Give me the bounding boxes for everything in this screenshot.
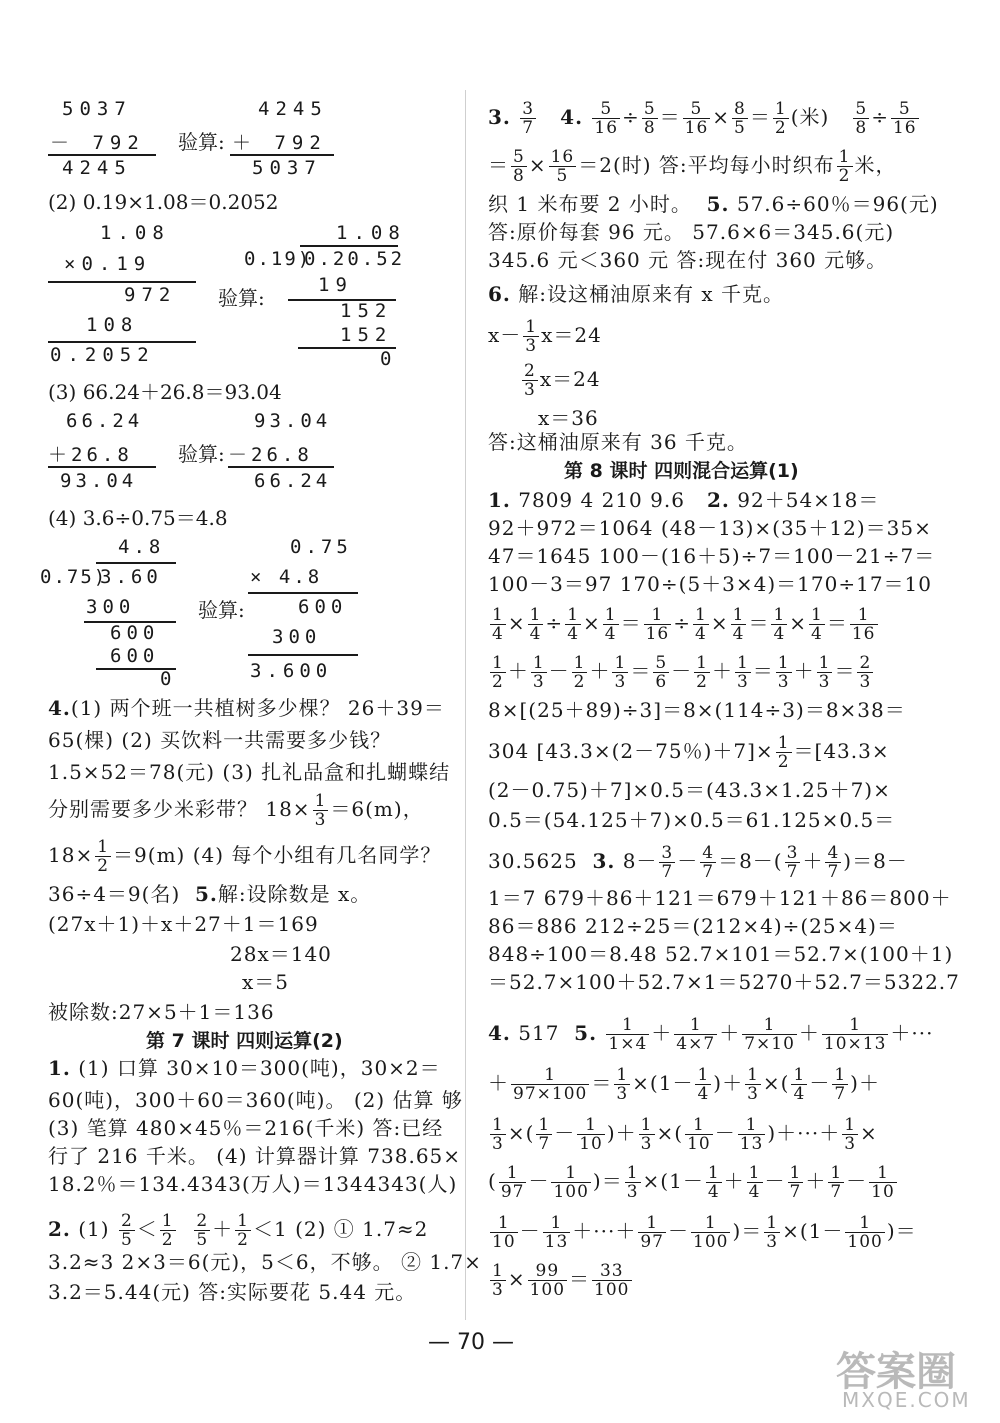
- fraction: $\frac{5}{8}$: [643, 99, 656, 138]
- fraction: $\frac{1}{3}$: [766, 1213, 779, 1252]
- q-number: 1.: [488, 488, 511, 512]
- fraction: $\frac{1}{3}$: [747, 1065, 759, 1104]
- text-line: 1. 7809 4 210 9.6 2. 92＋54×18＝: [488, 488, 880, 512]
- text-line: 18.2％＝134.4343(万人)＝1344343(人): [48, 1172, 458, 1196]
- fraction: $\frac{5}{8}$: [855, 99, 868, 138]
- page-number: — 70 —: [428, 1330, 514, 1355]
- fraction: $\frac{1}{16}$: [851, 605, 876, 644]
- text-line: (3) 笔算 480×45％＝216(千米) 答:已经: [48, 1116, 444, 1140]
- fraction: $\frac{2}{3}$: [524, 361, 536, 400]
- fraction: $\frac{1}{7}$: [538, 1115, 551, 1154]
- fraction: $\frac{1}{2}$: [838, 147, 851, 186]
- q-number: 4.: [560, 105, 584, 129]
- math-line: ( $\frac{1}{97}$ － $\frac{1}{100}$ )＝ $\frac{1}{3}$ ×(1－ $\frac{1}{4}$ ＋ $\frac{1}{4}$ － $\frac{1}{7}$ ＋ $\frac{1}{7}$ － $\frac{1}{10}$: [488, 1163, 895, 1202]
- fraction: $\frac{1}{10\times 13}$: [823, 1015, 887, 1054]
- calc-rule: [248, 654, 358, 656]
- text-line: 8×[(25＋89)÷3]＝8×(114÷3)＝8×38＝: [488, 698, 906, 722]
- vert-number: 0.75: [290, 536, 352, 558]
- fraction: $\frac{1}{10}$: [871, 1163, 895, 1202]
- fraction: $\frac{1}{100}$: [847, 1213, 883, 1252]
- q-number: 4.: [488, 1021, 511, 1045]
- math-line: $\frac{1}{10}$ － $\frac{1}{13}$ ＋···＋ $\frac{1}{97}$ － $\frac{1}{100}$ )＝ $\frac{1}{3}$ ×(1－ $\frac{1}{100}$ )＝: [492, 1213, 917, 1252]
- text-line: 848÷100＝8.48 52.7×101＝52.7×(100＋1): [488, 942, 954, 966]
- vert-number: 4.8: [118, 536, 165, 558]
- vert-number: 1.08: [100, 222, 170, 244]
- watermark-url: MXQE.COM: [842, 1388, 971, 1412]
- vert-number: －26.8: [228, 444, 313, 466]
- vert-number: 600: [110, 645, 160, 667]
- fraction: $\frac{1}{3}$: [532, 653, 545, 692]
- vert-number: × 4.8: [250, 566, 323, 588]
- vert-number: 93.04: [60, 470, 138, 492]
- vert-number: 5037: [252, 157, 322, 179]
- lesson-heading: 第 7 课时 四则运算(2): [146, 1030, 343, 1052]
- fraction: $\frac{1}{4}$: [695, 605, 707, 644]
- text-line: (2－0.75)＋7]×0.5＝(43.3×1.25＋7)×: [488, 778, 891, 802]
- fraction: $\frac{5}{8}$: [513, 147, 525, 186]
- calc-rule: [230, 154, 334, 156]
- division-bar: [300, 245, 398, 247]
- vert-number: 600: [110, 622, 160, 644]
- vert-number: 0: [160, 668, 178, 690]
- fraction: $\frac{1}{2}$: [492, 653, 504, 692]
- fraction: $\frac{1}{4}$: [748, 1163, 761, 1202]
- text-line: 3.2≈3 2×3＝6(元)，5＜6，不够。 ② 1.7×: [48, 1250, 482, 1274]
- vert-number: 972: [124, 284, 177, 306]
- text-line: 1. (1) 口算 30×10＝300(吨)，30×2＝: [48, 1056, 441, 1080]
- text-line: 100－3＝97 170÷(5＋3×4)＝170÷17＝10: [488, 572, 933, 596]
- vert-number: 600: [298, 596, 348, 618]
- fraction: $\frac{1}{4}$: [773, 605, 786, 644]
- equation-line: x＝5: [242, 970, 290, 994]
- check-label: 验算:: [218, 286, 265, 310]
- q-number: 5.: [706, 192, 730, 216]
- fraction: $\frac{1}{3}$: [492, 1115, 504, 1154]
- divisor: 0.75): [40, 566, 108, 588]
- text-line: 1.5×52＝78(元) (3) 扎礼品盒和扎蝴蝶结: [48, 760, 451, 784]
- text-line: 答:这桶油原来有 36 千克。: [488, 430, 748, 454]
- text-line: 4.(1) 两个班一共植树多少棵？ 26＋39＝: [48, 696, 445, 720]
- divisor: 0.19): [244, 248, 312, 270]
- fraction: $\frac{1}{100}$: [693, 1213, 729, 1252]
- math-line: $\frac{1}{3}$ ×( $\frac{1}{7}$ － $\frac{1}{10}$ )＋ $\frac{1}{3}$ ×( $\frac{1}{10}$ － $\frac{1}{13}$ )＋···＋ $\frac{1}{3}$ ×: [492, 1115, 878, 1154]
- fraction: $\frac{2}{5}$: [120, 1211, 133, 1250]
- fraction: $\frac{16}{5}$: [550, 147, 575, 186]
- vert-number: 66.24: [254, 470, 332, 492]
- fraction: $\frac{1}{2}$: [97, 837, 110, 876]
- fraction: $\frac{33}{100}$: [594, 1261, 630, 1300]
- fraction: $\frac{1}{13}$: [739, 1115, 764, 1154]
- fraction: $\frac{1}{2}$: [777, 733, 790, 772]
- fraction: $\frac{1}{16}$: [645, 605, 670, 644]
- fraction: $\frac{1}{3}$: [614, 653, 627, 692]
- q-number: 2.: [48, 1217, 71, 1241]
- math-line: $\frac{1}{4}$ × $\frac{1}{4}$ ÷ $\frac{1}{4}$ × $\frac{1}{4}$ ＝ $\frac{1}{16}$ ÷ $\frac{1}{4}$ × $\frac{1}{4}$ ＝ $\frac{1}{4}$ × $\frac{1}{4}$ ＝ $\frac{1}{16}$: [492, 605, 876, 644]
- fraction: $\frac{5}{16}$: [684, 99, 709, 138]
- fraction: $\frac{1}{3}$: [818, 653, 831, 692]
- fraction: $\frac{4}{7}$: [702, 843, 715, 882]
- vert-number: 5037: [62, 98, 132, 120]
- fraction: $\frac{1}{2}$: [696, 653, 708, 692]
- vert-number: 66.24: [66, 410, 144, 432]
- q-number: 5.: [194, 882, 218, 906]
- problem-title: (4) 3.6÷0.75＝4.8: [48, 506, 228, 530]
- fraction: $\frac{1}{4}$: [793, 1065, 806, 1104]
- fraction: $\frac{1}{4}$: [529, 605, 542, 644]
- text-line: 分别需要多少米彩带？ 18× $\frac{1}{3}$ ＝6(m)，: [48, 791, 424, 830]
- text-line: 47＝1645 100－(16＋5)÷7＝100－21÷7＝: [488, 544, 936, 568]
- math-line: 30.5625 3. 8－ $\frac{3}{7}$ － $\frac{4}{7}$ ＝8－( $\frac{3}{7}$ ＋ $\frac{4}{7}$ )＝8－: [488, 843, 908, 882]
- text-line: 答:原价每套 96 元。 57.6×6＝345.6(元): [488, 220, 895, 244]
- calc-rule: [48, 154, 156, 156]
- fraction: $\frac{2}{3}$: [859, 653, 872, 692]
- fraction: $\frac{1}{4}$: [567, 605, 580, 644]
- lesson-heading: 第 8 课时 四则混合运算(1): [564, 460, 799, 482]
- equation-line: x＝36: [538, 406, 599, 430]
- equation-line: (27x＋1)＋x＋27＋1＝169: [48, 912, 319, 936]
- equation-line: $\frac{2}{3}$ x＝24: [524, 361, 601, 400]
- q-number: 1.: [48, 1056, 71, 1080]
- fraction: $\frac{1}{10}$: [492, 1213, 516, 1252]
- check-label: 验算:: [198, 598, 245, 622]
- q-number: 2.: [707, 488, 730, 512]
- math-line: 4. 517 5. $\frac{1}{1\times 4}$ ＋ $\frac{1}{4\times 7}$ ＋ $\frac{1}{7\times 10}$ ＋ $\frac{1}{10\times 13}$ ＋···: [488, 1015, 934, 1054]
- math-line: ＋ $\frac{1}{97\times 100}$ ＝ $\frac{1}{3}$ ×(1－ $\frac{1}{4}$ )＋ $\frac{1}{3}$ ×( $\frac{1}{4}$ － $\frac{1}{7}$ )＋: [488, 1065, 880, 1104]
- fraction: $\frac{1}{4}$: [707, 1163, 720, 1202]
- text-line: 18× $\frac{1}{2}$ ＝9(m) (4) 每个小组有几名同学？: [48, 837, 442, 876]
- fraction: $\frac{3}{7}$: [786, 843, 799, 882]
- vert-number: 19: [318, 274, 353, 296]
- calc-rule: [48, 341, 196, 343]
- text-line: 36÷4＝9(名) 5.解:设除数是 x。: [48, 882, 372, 906]
- fraction: $\frac{1}{2}$: [573, 653, 586, 692]
- check-label: 验算:: [178, 442, 225, 466]
- fraction: $\frac{1}{4}$: [604, 605, 617, 644]
- vert-number: 1.08: [336, 222, 406, 244]
- text-line: 织 1 米布要 2 小时。 5. 57.6÷60％＝96(元): [488, 192, 939, 216]
- math-line: $\frac{1}{3}$ × $\frac{99}{100}$ ＝ $\frac{33}{100}$: [492, 1261, 630, 1300]
- fraction: $\frac{1}{4}$: [697, 1065, 710, 1104]
- fraction: $\frac{1}{2}$: [774, 99, 787, 138]
- check-label: 验算:: [178, 130, 225, 154]
- fraction: $\frac{4}{7}$: [827, 843, 840, 882]
- vert-number: 300: [86, 596, 136, 618]
- vert-number: 152: [340, 324, 393, 346]
- column-separator: [465, 90, 466, 1320]
- q-number: 6.: [488, 282, 511, 306]
- text-line: 1＝7 679＋86＋121＝679＋121＋86＝800＋: [488, 886, 952, 910]
- fraction: $\frac{5}{16}$: [594, 99, 619, 138]
- problem-title: (2) 0.19×1.08＝0.2052: [48, 190, 279, 214]
- text-line: 3.2＝5.44(元) 答:实际要花 5.44 元。: [48, 1280, 417, 1304]
- vert-number: ×0.19: [64, 253, 152, 275]
- q-number: 5.: [574, 1021, 598, 1045]
- vert-number: 152: [340, 300, 393, 322]
- fraction: $\frac{1}{3}$: [640, 1115, 653, 1154]
- fraction: $\frac{1}{3}$: [314, 791, 327, 830]
- calc-rule: [248, 592, 358, 594]
- vert-number: 4245: [62, 157, 132, 179]
- fraction: $\frac{1}{3}$: [626, 1163, 639, 1202]
- q-number: 4.: [48, 696, 71, 720]
- vert-number: － 792: [50, 132, 145, 154]
- text-line: 6. 解:设这桶油原来有 x 千克。: [488, 282, 784, 306]
- fraction: $\frac{8}{5}$: [734, 99, 746, 138]
- fraction: $\frac{1}{3}$: [844, 1115, 857, 1154]
- math-line: 304 [43.3×(2－75％)＋7]× $\frac{1}{2}$ ＝[43.3×: [488, 733, 890, 772]
- fraction: $\frac{1}{2}$: [237, 1211, 249, 1250]
- fraction: $\frac{1}{97}$: [500, 1163, 525, 1202]
- fraction: $\frac{1}{4}$: [492, 605, 504, 644]
- fraction: $\frac{5}{6}$: [655, 653, 668, 692]
- math-line: 3. $\frac{3}{7}$ 4. $\frac{5}{16}$ ÷ $\frac{5}{8}$ ＝ $\frac{5}{16}$ × $\frac{8}{5}$ ＝ $\frac{1}{2}$ (米) $\frac{5}{8}$ ÷ $\frac{5}{16}$: [488, 99, 917, 138]
- fraction: $\frac{1}{10}$: [579, 1115, 603, 1154]
- fraction: $\frac{1}{4\times 7}$: [676, 1015, 716, 1054]
- vert-number: ＋ 792: [232, 132, 327, 154]
- fraction: $\frac{1}{100}$: [553, 1163, 589, 1202]
- vert-number: 300: [272, 626, 322, 648]
- text-line: 92＋972＝1064 (48－13)×(35＋12)＝35×: [488, 516, 932, 540]
- fraction: $\frac{1}{13}$: [544, 1213, 569, 1252]
- fraction: $\frac{1}{2}$: [161, 1211, 174, 1250]
- equation-line: 被除数:27×5＋1＝136: [48, 1000, 275, 1024]
- fraction: $\frac{1}{7}$: [830, 1163, 843, 1202]
- fraction: $\frac{1}{3}$: [492, 1261, 504, 1300]
- text-line: 行了 216 千米。 (4) 计算器计算 738.65×: [48, 1144, 462, 1168]
- q-number: 3.: [592, 849, 616, 873]
- watermark-logo: 答案圈: [836, 1349, 956, 1395]
- vert-number: 3.600: [250, 660, 333, 682]
- fraction: $\frac{1}{4}$: [732, 605, 745, 644]
- fraction: $\frac{1}{3}$: [616, 1065, 629, 1104]
- fraction: $\frac{1}{97}$: [640, 1213, 664, 1252]
- math-line: $\frac{1}{2}$ ＋ $\frac{1}{3}$ － $\frac{1}{2}$ ＋ $\frac{1}{3}$ ＝ $\frac{5}{6}$ － $\frac{1}{2}$ ＋ $\frac{1}{3}$ ＝ $\frac{1}{3}$ ＋ $\frac{1}{3}$ ＝ $\frac{2}{3}$: [492, 653, 872, 692]
- equation-line: 28x＝140: [230, 942, 332, 966]
- math-line: ＝ $\frac{5}{8}$ × $\frac{16}{5}$ ＝2(时) 答:平均每小时织布 $\frac{1}{2}$ 米，: [488, 147, 897, 186]
- fraction: $\frac{2}{5}$: [196, 1211, 209, 1250]
- fraction: $\frac{1}{7}$: [789, 1163, 802, 1202]
- text-line: 65(棵) (2) 买饮料一共需要多少钱？: [48, 728, 392, 752]
- fraction: $\frac{3}{7}$: [661, 843, 674, 882]
- fraction: $\frac{3}{7}$: [522, 99, 535, 138]
- vert-number: ＋26.8: [48, 444, 133, 466]
- fraction: $\frac{1}{10}$: [687, 1115, 711, 1154]
- dividend: 0.20.52: [304, 248, 406, 270]
- division-bar: [96, 562, 176, 564]
- calc-rule: [48, 281, 196, 283]
- calc-rule: [48, 466, 156, 468]
- text-line: 86＝886 212÷25＝(212×4)÷(25×4)＝: [488, 914, 898, 938]
- text-line: 2. (1) $\frac{2}{5}$ ＜ $\frac{1}{2}$ $\frac{2}{5}$ ＋ $\frac{1}{2}$ ＜1 (2) ① 1.7≈2: [48, 1211, 429, 1250]
- text-line: ＝52.7×100＋52.7×1＝5270＋52.7＝5322.7: [488, 970, 960, 994]
- dividend: 3.60: [100, 566, 162, 588]
- fraction: $\frac{1}{7}$: [834, 1065, 847, 1104]
- vert-number: 93.04: [254, 410, 332, 432]
- q-number: 3.: [488, 105, 511, 129]
- calc-rule: [228, 466, 334, 468]
- fraction: $\frac{1}{4}$: [811, 605, 823, 644]
- fraction: $\frac{1}{3}$: [736, 653, 749, 692]
- text-line: 60(吨)，300＋60＝360(吨)。 (2) 估算 够: [48, 1088, 463, 1112]
- problem-title: (3) 66.24＋26.8＝93.04: [48, 380, 282, 404]
- fraction: $\frac{1}{7\times 10}$: [744, 1015, 795, 1054]
- vert-number: 0.2052: [50, 344, 155, 366]
- fraction: $\frac{5}{16}$: [892, 99, 917, 138]
- vert-number: 4245: [258, 98, 328, 120]
- fraction: $\frac{1}{3}$: [525, 317, 538, 356]
- equation-line: x－ $\frac{1}{3}$ x＝24: [488, 317, 602, 356]
- fraction: $\frac{1}{3}$: [777, 653, 790, 692]
- fraction: $\frac{1}{1\times 4}$: [608, 1015, 648, 1054]
- text-line: 0.5＝(54.125＋7)×0.5＝61.125×0.5＝: [488, 808, 896, 832]
- vert-number: 108: [86, 314, 139, 336]
- fraction: $\frac{1}{97\times 100}$: [513, 1065, 588, 1104]
- vert-number: 0: [380, 348, 398, 370]
- text-line: 345.6 元＜360 元 答:现在付 360 元够。: [488, 248, 888, 272]
- fraction: $\frac{99}{100}$: [529, 1261, 566, 1300]
